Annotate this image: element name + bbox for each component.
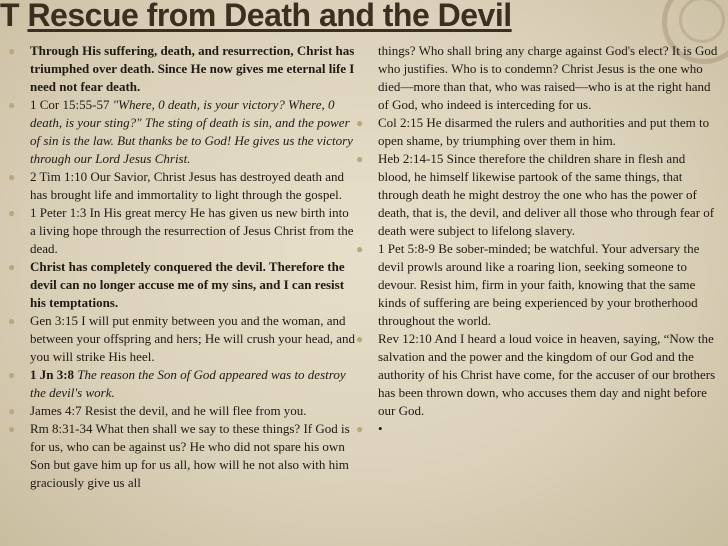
bullet-icon: ● [8, 98, 16, 112]
bullet-icon: ● [356, 332, 364, 346]
right-column [356, 42, 718, 438]
bullet-icon: ● [8, 44, 16, 58]
slide-title [0, 0, 512, 34]
left-item: ● James 4:7 Resist the devil, and he will flee from you. [8, 403, 307, 418]
bullet-icon: ● [356, 242, 364, 256]
bullet-icon: ● [8, 260, 16, 274]
bullet-icon: ● [356, 116, 364, 130]
verse-reference: 1 Jn 3:8 [30, 367, 75, 382]
bullet-icon: ● [8, 368, 16, 382]
bullet-icon: ● [8, 404, 16, 418]
right-item: ● Col 2:15 He disarmed the rulers and authorities and put them to open shame, by triumphing over them in him. [356, 115, 710, 148]
left-column [8, 42, 356, 492]
right-item: ● • [356, 421, 383, 436]
title-main: Rescue from Death and the Devil [27, 0, 512, 33]
bullet-icon: ● [356, 422, 364, 436]
left-item: ● 2 Tim 1:10 Our Savior, Christ Jesus has destroyed death and has brought life and immortality to light through the gospel. [8, 169, 344, 202]
bullet-icon: ● [8, 206, 16, 220]
left-item: ● 1 Cor 15:55-57 "Where, 0 death, is your victory? Where, 0 death, is your sting?" The sting of death is sin, and the power of sin is the law. But thanks be to God! He gives us the victory through our Lord Jesus Christ. [8, 97, 353, 166]
title-prefix: T [0, 0, 28, 33]
right-item: ● 1 Pet 5:8-9 Be sober-minded; be watchful. Your adversary the devil prowls around like a roaring lion, seeking someone to devour. Resist him, firm in your faith, knowing that the same kinds of suffering are being experienced by your brotherhood throughout the world. [356, 241, 700, 328]
left-item: ● 1 Jn 3:8 The reason the Son of God appeared was to destroy the devil's work. [8, 367, 346, 400]
left-item: ● Gen 3:15 I will put enmity between you and the woman, and between your offspring and hers; He will crush your head, and you will strike His heel. [8, 313, 356, 364]
bullet-icon: ● [8, 314, 16, 328]
right-item-continuation: things? Who shall bring any charge against God's elect? It is God who justifies. Who is to condemn? Christ Jesus is the one who died—more than that, who was raised—who is at the right hand of God, who indeed is interceding for us. [378, 43, 718, 112]
left-item: ● 1 Peter 1:3 In His great mercy He has given us new birth into a living hope through the resurrection of Jesus Christ from the dead. [8, 205, 354, 256]
verse-reference: 1 Cor 15:55-57 [30, 97, 110, 112]
left-item: ● Rm 8:31-34 What then shall we say to these things? If God is for us, who can be against us? He who did not spare his own Son but gave him up for us all, how will he not also with him graciously give us all [8, 421, 350, 490]
bullet-icon: ● [356, 152, 364, 166]
right-item: ● Rev 12:10 And I heard a loud voice in heaven, saying, “Now the salvation and the power and the kingdom of our God and the authority of his Christ have come, for the accuser of our brothers has been thrown down, who accuses them day and night before our God. [356, 331, 716, 418]
bullet-icon: ● [8, 170, 16, 184]
left-item: ● Through His suffering, death, and resurrection, Christ has triumphed over death. Since He now gives me eternal life I need not fear death. [8, 43, 355, 94]
right-item: ● Heb 2:14-15 Since therefore the children share in flesh and blood, he himself likewise partook of the same things, that through death he might destroy the one who has the power of death, that is, the devil, and deliver all those who through fear of death were subject to lifelong slavery. [356, 151, 715, 238]
left-item: ● Christ has completely conquered the devil. Therefore the devil can no longer accuse me of my sins, and I can resist his temptations. [8, 259, 345, 310]
bullet-icon: ● [8, 422, 16, 436]
